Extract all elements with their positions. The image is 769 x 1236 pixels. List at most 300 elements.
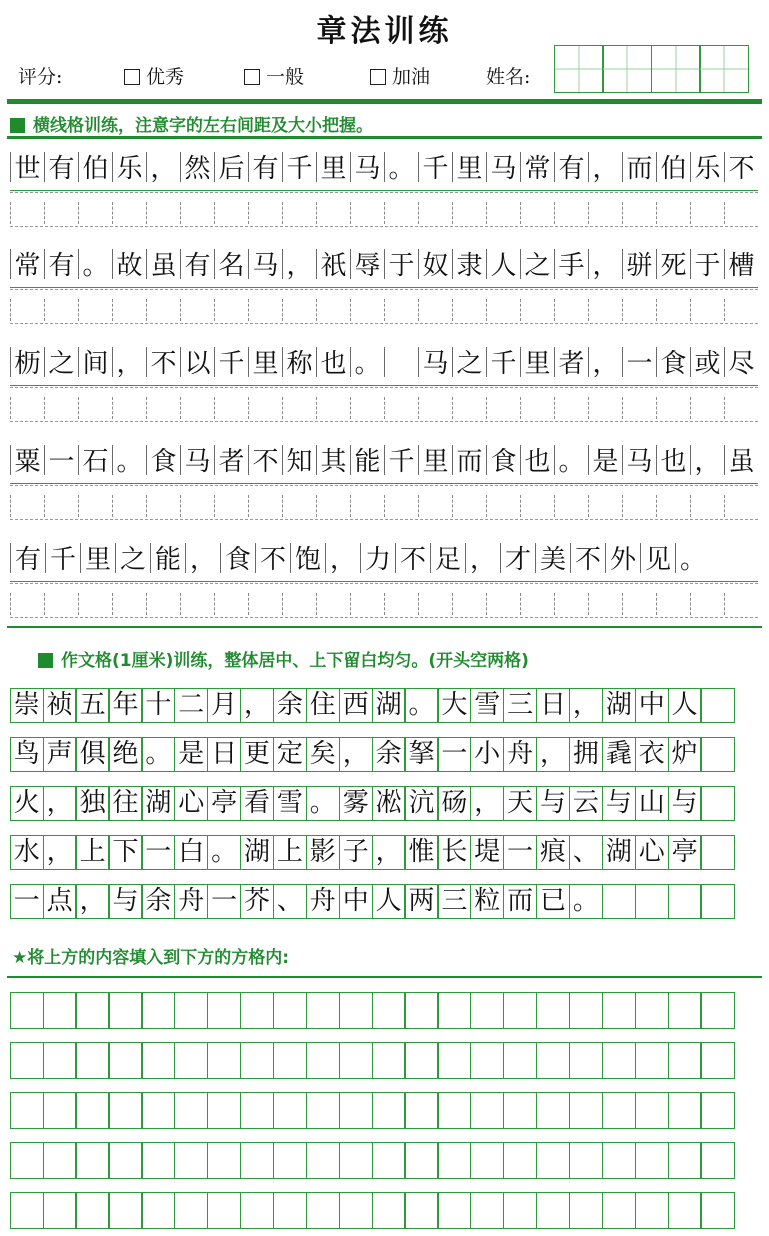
- grid-cell[interactable]: [635, 1192, 669, 1229]
- writing-slot[interactable]: [656, 593, 690, 615]
- grid-cell[interactable]: [306, 1142, 340, 1179]
- option-try-harder[interactable]: [370, 62, 430, 89]
- writing-slot[interactable]: [622, 202, 656, 224]
- writing-slot[interactable]: [520, 593, 554, 615]
- character: 而: [452, 445, 486, 475]
- writing-slot[interactable]: [214, 495, 248, 517]
- writing-slot[interactable]: [656, 397, 690, 419]
- grid-character: 雪: [273, 786, 307, 821]
- character: ，: [325, 543, 360, 573]
- grid-cell[interactable]: [404, 1092, 438, 1129]
- writing-slot[interactable]: [44, 495, 78, 517]
- grid-cell[interactable]: [668, 1092, 702, 1129]
- guide-line: [10, 387, 758, 388]
- character: 名: [214, 249, 248, 279]
- writing-slot[interactable]: [656, 299, 690, 321]
- grid-cell[interactable]: [273, 1142, 307, 1179]
- grid-cell[interactable]: [339, 1042, 373, 1079]
- blank-grid-row[interactable]: [11, 1042, 735, 1079]
- grid-cell[interactable]: [10, 1042, 44, 1079]
- writing-slot[interactable]: [214, 593, 248, 615]
- writing-slot[interactable]: [146, 299, 180, 321]
- grid-cell[interactable]: [372, 1092, 406, 1129]
- grid-cell[interactable]: [273, 1192, 307, 1229]
- grid-cell[interactable]: [470, 1192, 504, 1229]
- grid-cell[interactable]: [536, 1042, 570, 1079]
- writing-slot[interactable]: [452, 299, 486, 321]
- grid-cell[interactable]: [372, 1042, 406, 1079]
- grid-cell[interactable]: [668, 1142, 702, 1179]
- grid-cell[interactable]: [339, 1142, 373, 1179]
- grid-cell[interactable]: [437, 1042, 471, 1079]
- writing-slot[interactable]: [248, 495, 282, 517]
- name-cell[interactable]: [651, 45, 701, 93]
- writing-slot[interactable]: [78, 495, 112, 517]
- grid-cell[interactable]: [174, 1142, 208, 1179]
- writing-slot[interactable]: [350, 593, 384, 615]
- writing-slot[interactable]: [690, 299, 724, 321]
- writing-slot[interactable]: [486, 593, 520, 615]
- writing-slot[interactable]: [44, 202, 78, 224]
- grid-character: 俱: [75, 737, 109, 772]
- grid-cell[interactable]: [635, 992, 669, 1029]
- character: 足: [430, 543, 465, 573]
- writing-slot[interactable]: [350, 202, 384, 224]
- writing-slot[interactable]: [112, 397, 146, 419]
- grid-character: 舟: [174, 884, 208, 919]
- grid-character: 住: [306, 688, 340, 723]
- option-excellent[interactable]: [124, 62, 184, 89]
- character: ，: [588, 249, 622, 279]
- grid-cell[interactable]: [141, 992, 175, 1029]
- grid-cell[interactable]: [240, 1142, 274, 1179]
- grid-cell[interactable]: [108, 1092, 142, 1129]
- blank-writing-line[interactable]: [10, 393, 758, 423]
- writing-slot[interactable]: [690, 593, 724, 615]
- grid-cell[interactable]: [108, 1192, 142, 1229]
- writing-slot[interactable]: [690, 202, 724, 224]
- grid-cell[interactable]: [569, 1042, 603, 1079]
- character: 虽: [146, 249, 180, 279]
- grid-cell[interactable]: [273, 1092, 307, 1129]
- grid-cell[interactable]: [339, 1092, 373, 1129]
- grid-character: ，: [339, 737, 373, 772]
- writing-slot[interactable]: [486, 202, 520, 224]
- grid-cell[interactable]: [503, 992, 537, 1029]
- writing-slot[interactable]: [112, 593, 146, 615]
- writing-slot[interactable]: [384, 593, 418, 615]
- grid-cell[interactable]: [700, 992, 734, 1029]
- guide-line: [10, 583, 758, 584]
- grid-cell[interactable]: [569, 992, 603, 1029]
- grid-cell[interactable]: [10, 1092, 44, 1129]
- writing-slot[interactable]: [10, 495, 44, 517]
- character: 骈: [622, 249, 656, 279]
- writing-slot[interactable]: [622, 495, 656, 517]
- checkbox-icon[interactable]: [124, 69, 140, 85]
- practice-line-text: [10, 537, 758, 581]
- grid-cell[interactable]: [306, 1042, 340, 1079]
- grid-cell[interactable]: [108, 992, 142, 1029]
- grid-cell[interactable]: [240, 1192, 274, 1229]
- writing-slot[interactable]: [520, 397, 554, 419]
- writing-slot[interactable]: [520, 202, 554, 224]
- character: 有: [554, 152, 588, 182]
- writing-slot[interactable]: [316, 495, 350, 517]
- name-cell[interactable]: [699, 45, 749, 93]
- grid-cell[interactable]: [141, 1042, 175, 1079]
- grid-cell[interactable]: [174, 1192, 208, 1229]
- grid-cell[interactable]: [273, 992, 307, 1029]
- grid-cell[interactable]: [75, 1142, 109, 1179]
- writing-slot[interactable]: [10, 397, 44, 419]
- writing-slot[interactable]: [44, 397, 78, 419]
- writing-slot[interactable]: [282, 299, 316, 321]
- grid-cell[interactable]: [273, 1042, 307, 1079]
- grid-cell[interactable]: [569, 1192, 603, 1229]
- grid-cell[interactable]: [174, 1092, 208, 1129]
- character: 有: [44, 249, 78, 279]
- grid-cell[interactable]: [503, 1042, 537, 1079]
- writing-slot[interactable]: [10, 202, 44, 224]
- blank-grid-row[interactable]: [11, 1192, 735, 1229]
- grid-character: 。: [404, 688, 438, 723]
- writing-slot[interactable]: [214, 202, 248, 224]
- grid-cell[interactable]: [75, 1092, 109, 1129]
- grid-cell[interactable]: [75, 992, 109, 1029]
- grid-cell[interactable]: [602, 992, 636, 1029]
- writing-slot[interactable]: [282, 593, 316, 615]
- writing-slot[interactable]: [554, 299, 588, 321]
- grid-character: 白: [174, 835, 208, 870]
- grid-cell[interactable]: [700, 1192, 734, 1229]
- grid-character: 凇: [372, 786, 406, 821]
- grid-character: ，: [470, 786, 504, 821]
- grid-character: 矣: [306, 737, 340, 772]
- writing-slot[interactable]: [384, 299, 418, 321]
- grid-cell[interactable]: [108, 1142, 142, 1179]
- grid-cell[interactable]: [372, 992, 406, 1029]
- writing-slot[interactable]: [588, 299, 622, 321]
- name-cell[interactable]: [554, 45, 604, 93]
- grid-cell[interactable]: [372, 1192, 406, 1229]
- grid-cell[interactable]: [141, 1092, 175, 1129]
- blank-writing-line[interactable]: [10, 491, 758, 521]
- blank-writing-line[interactable]: [10, 198, 758, 228]
- writing-slot[interactable]: [724, 397, 758, 419]
- grid-cell[interactable]: [700, 1142, 734, 1179]
- grid-cell[interactable]: [635, 1092, 669, 1129]
- writing-slot[interactable]: [248, 397, 282, 419]
- grid-cell[interactable]: [207, 1042, 241, 1079]
- writing-slot[interactable]: [214, 299, 248, 321]
- guide-line: [10, 226, 758, 227]
- writing-slot[interactable]: [78, 299, 112, 321]
- writing-slot[interactable]: [180, 202, 214, 224]
- grid-cell[interactable]: [404, 992, 438, 1029]
- grid-cell[interactable]: [207, 1142, 241, 1179]
- grid-cell[interactable]: [569, 1092, 603, 1129]
- grid-cell[interactable]: [10, 1142, 44, 1179]
- writing-slot[interactable]: [282, 495, 316, 517]
- writing-slot[interactable]: [554, 593, 588, 615]
- writing-slot[interactable]: [316, 593, 350, 615]
- character: 不: [570, 543, 605, 573]
- writing-slot[interactable]: [452, 495, 486, 517]
- writing-slot[interactable]: [10, 299, 44, 321]
- grid-cell[interactable]: [207, 1092, 241, 1129]
- grid-cell[interactable]: [536, 992, 570, 1029]
- grid-character: 年: [108, 688, 142, 723]
- writing-slot[interactable]: [418, 593, 452, 615]
- grid-cell[interactable]: [700, 884, 734, 919]
- writing-slot[interactable]: [78, 202, 112, 224]
- grid-cell[interactable]: [470, 992, 504, 1029]
- grid-cell[interactable]: [43, 1192, 77, 1229]
- writing-slot[interactable]: [146, 593, 180, 615]
- grid-character: 粒: [470, 884, 504, 919]
- grid-cell[interactable]: [404, 1142, 438, 1179]
- writing-slot[interactable]: [112, 202, 146, 224]
- grid-cell[interactable]: [75, 1042, 109, 1079]
- writing-slot[interactable]: [554, 397, 588, 419]
- writing-slot[interactable]: [452, 202, 486, 224]
- writing-slot[interactable]: [554, 202, 588, 224]
- writing-slot[interactable]: [112, 299, 146, 321]
- writing-slot[interactable]: [588, 202, 622, 224]
- grid-cell[interactable]: [635, 884, 669, 919]
- writing-slot[interactable]: [554, 495, 588, 517]
- writing-slot[interactable]: [622, 299, 656, 321]
- writing-slot[interactable]: [384, 397, 418, 419]
- writing-slot[interactable]: [452, 397, 486, 419]
- writing-slot[interactable]: [316, 299, 350, 321]
- grid-character: 上: [273, 835, 307, 870]
- writing-slot[interactable]: [588, 593, 622, 615]
- grid-cell[interactable]: [503, 1142, 537, 1179]
- grid-character: 鸟: [10, 737, 44, 772]
- writing-slot[interactable]: [486, 397, 520, 419]
- writing-slot[interactable]: [690, 397, 724, 419]
- grid-cell[interactable]: [240, 1092, 274, 1129]
- grid-cell[interactable]: [306, 992, 340, 1029]
- writing-slot[interactable]: [418, 202, 452, 224]
- grid-cell[interactable]: [207, 1192, 241, 1229]
- grid-cell[interactable]: [536, 1192, 570, 1229]
- writing-slot[interactable]: [588, 397, 622, 419]
- writing-slot[interactable]: [520, 495, 554, 517]
- name-cell[interactable]: [602, 45, 652, 93]
- grid-cell[interactable]: [602, 1142, 636, 1179]
- blank-writing-line[interactable]: [10, 295, 758, 325]
- writing-slot[interactable]: [520, 299, 554, 321]
- writing-slot[interactable]: [452, 593, 486, 615]
- grid-cell[interactable]: [602, 884, 636, 919]
- grid-character: 、: [569, 835, 603, 870]
- writing-slot[interactable]: [724, 299, 758, 321]
- grid-character: ，: [75, 884, 109, 919]
- writing-slot[interactable]: [724, 202, 758, 224]
- writing-slot[interactable]: [656, 202, 690, 224]
- grid-character: 砀: [437, 786, 471, 821]
- grid-character: 三: [503, 688, 537, 723]
- character: ，: [185, 543, 220, 573]
- grid-cell[interactable]: [700, 835, 734, 870]
- writing-slot[interactable]: [146, 495, 180, 517]
- grid-cell[interactable]: [437, 1192, 471, 1229]
- writing-slot[interactable]: [316, 397, 350, 419]
- grid-cell[interactable]: [141, 1192, 175, 1229]
- grid-cell[interactable]: [437, 1142, 471, 1179]
- grid-cell[interactable]: [404, 1042, 438, 1079]
- writing-slot[interactable]: [622, 593, 656, 615]
- writing-slot[interactable]: [146, 397, 180, 419]
- grid-cell[interactable]: [668, 1192, 702, 1229]
- character: 辱: [350, 249, 384, 279]
- writing-slot[interactable]: [282, 202, 316, 224]
- writing-slot[interactable]: [44, 299, 78, 321]
- grid-cell[interactable]: [207, 992, 241, 1029]
- writing-slot[interactable]: [282, 397, 316, 419]
- writing-slot[interactable]: [350, 397, 384, 419]
- grid-cell[interactable]: [668, 1042, 702, 1079]
- grid-cell[interactable]: [372, 1142, 406, 1179]
- option-average[interactable]: [244, 62, 304, 89]
- writing-slot[interactable]: [622, 397, 656, 419]
- grid-cell[interactable]: [437, 992, 471, 1029]
- grid-cell[interactable]: [437, 1092, 471, 1129]
- writing-slot[interactable]: [146, 202, 180, 224]
- grid-cell[interactable]: [339, 992, 373, 1029]
- grid-cell[interactable]: [43, 1042, 77, 1079]
- grid-cell[interactable]: [668, 992, 702, 1029]
- grid-cell[interactable]: [569, 1142, 603, 1179]
- writing-slot[interactable]: [248, 299, 282, 321]
- grid-cell[interactable]: [470, 1142, 504, 1179]
- grid-cell[interactable]: [43, 1142, 77, 1179]
- writing-slot[interactable]: [248, 202, 282, 224]
- guide-line: [10, 421, 758, 422]
- character: 食: [656, 347, 690, 377]
- writing-slot[interactable]: [486, 299, 520, 321]
- writing-slot[interactable]: [724, 593, 758, 615]
- grid-cell[interactable]: [635, 1142, 669, 1179]
- writing-slot[interactable]: [180, 397, 214, 419]
- name-field[interactable]: [555, 45, 749, 93]
- grid-cell[interactable]: [635, 1042, 669, 1079]
- writing-slot[interactable]: [384, 495, 418, 517]
- writing-slot[interactable]: [350, 495, 384, 517]
- writing-slot[interactable]: [418, 397, 452, 419]
- writing-slot[interactable]: [418, 495, 452, 517]
- writing-slot[interactable]: [44, 593, 78, 615]
- writing-slot[interactable]: [418, 299, 452, 321]
- writing-slot[interactable]: [656, 495, 690, 517]
- grid-cell[interactable]: [503, 1192, 537, 1229]
- section2-heading: [38, 646, 529, 671]
- writing-slot[interactable]: [350, 299, 384, 321]
- writing-slot[interactable]: [384, 202, 418, 224]
- grid-cell[interactable]: [602, 1042, 636, 1079]
- blank-grid-row[interactable]: [11, 1092, 735, 1129]
- grid-cell[interactable]: [602, 1092, 636, 1129]
- checkbox-icon[interactable]: [370, 69, 386, 85]
- writing-slot[interactable]: [486, 495, 520, 517]
- writing-slot[interactable]: [112, 495, 146, 517]
- grid-cell[interactable]: [240, 992, 274, 1029]
- grid-cell[interactable]: [339, 1192, 373, 1229]
- character: 尽: [724, 347, 758, 377]
- grid-character: 心: [635, 835, 669, 870]
- character: 乐: [690, 152, 724, 182]
- grid-character: 一: [503, 835, 537, 870]
- grid-cell[interactable]: [10, 992, 44, 1029]
- grid-cell[interactable]: [240, 1042, 274, 1079]
- grid-cell[interactable]: [700, 737, 734, 772]
- grid-cell[interactable]: [43, 1092, 77, 1129]
- option-try-harder-label: 加油: [392, 66, 431, 88]
- grid-cell[interactable]: [404, 1192, 438, 1229]
- grid-cell[interactable]: [10, 1192, 44, 1229]
- grid-cell[interactable]: [668, 884, 702, 919]
- grid-cell[interactable]: [536, 1142, 570, 1179]
- writing-slot[interactable]: [316, 202, 350, 224]
- guide-line: [10, 485, 758, 486]
- grid-cell[interactable]: [700, 1042, 734, 1079]
- writing-slot[interactable]: [78, 593, 112, 615]
- writing-slot[interactable]: [180, 299, 214, 321]
- writing-slot[interactable]: [690, 495, 724, 517]
- grid-cell[interactable]: [470, 1042, 504, 1079]
- checkbox-icon[interactable]: [244, 69, 260, 85]
- grid-cell[interactable]: [503, 1092, 537, 1129]
- grid-cell[interactable]: [306, 1192, 340, 1229]
- grid-cell[interactable]: [174, 1042, 208, 1079]
- writing-slot[interactable]: [78, 397, 112, 419]
- grid-cell[interactable]: [700, 688, 734, 723]
- grid-cell[interactable]: [141, 1142, 175, 1179]
- grid-cell[interactable]: [700, 786, 734, 821]
- grid-cell[interactable]: [108, 1042, 142, 1079]
- blank-grid-row[interactable]: [11, 1142, 735, 1179]
- grid-cell[interactable]: [174, 992, 208, 1029]
- blank-writing-line[interactable]: [10, 589, 758, 619]
- grid-cell[interactable]: [602, 1192, 636, 1229]
- writing-slot[interactable]: [588, 495, 622, 517]
- writing-slot[interactable]: [724, 495, 758, 517]
- blank-grid-row[interactable]: [11, 992, 735, 1029]
- grid-character: 三: [437, 884, 471, 919]
- writing-slot[interactable]: [10, 593, 44, 615]
- character: 里: [248, 347, 282, 377]
- grid-cell[interactable]: [470, 1092, 504, 1129]
- grid-cell[interactable]: [75, 1192, 109, 1229]
- grid-character: 中: [339, 884, 373, 919]
- character: 见: [640, 543, 675, 573]
- grid-cell[interactable]: [536, 1092, 570, 1129]
- grid-cell[interactable]: [306, 1092, 340, 1129]
- writing-slot[interactable]: [180, 495, 214, 517]
- character: 千: [486, 347, 520, 377]
- character: 里: [80, 543, 115, 573]
- writing-slot[interactable]: [180, 593, 214, 615]
- character: 故: [112, 249, 146, 279]
- grid-cell[interactable]: [700, 1092, 734, 1129]
- writing-slot[interactable]: [248, 593, 282, 615]
- grid-cell[interactable]: [43, 992, 77, 1029]
- writing-slot[interactable]: [214, 397, 248, 419]
- character: 于: [690, 249, 724, 279]
